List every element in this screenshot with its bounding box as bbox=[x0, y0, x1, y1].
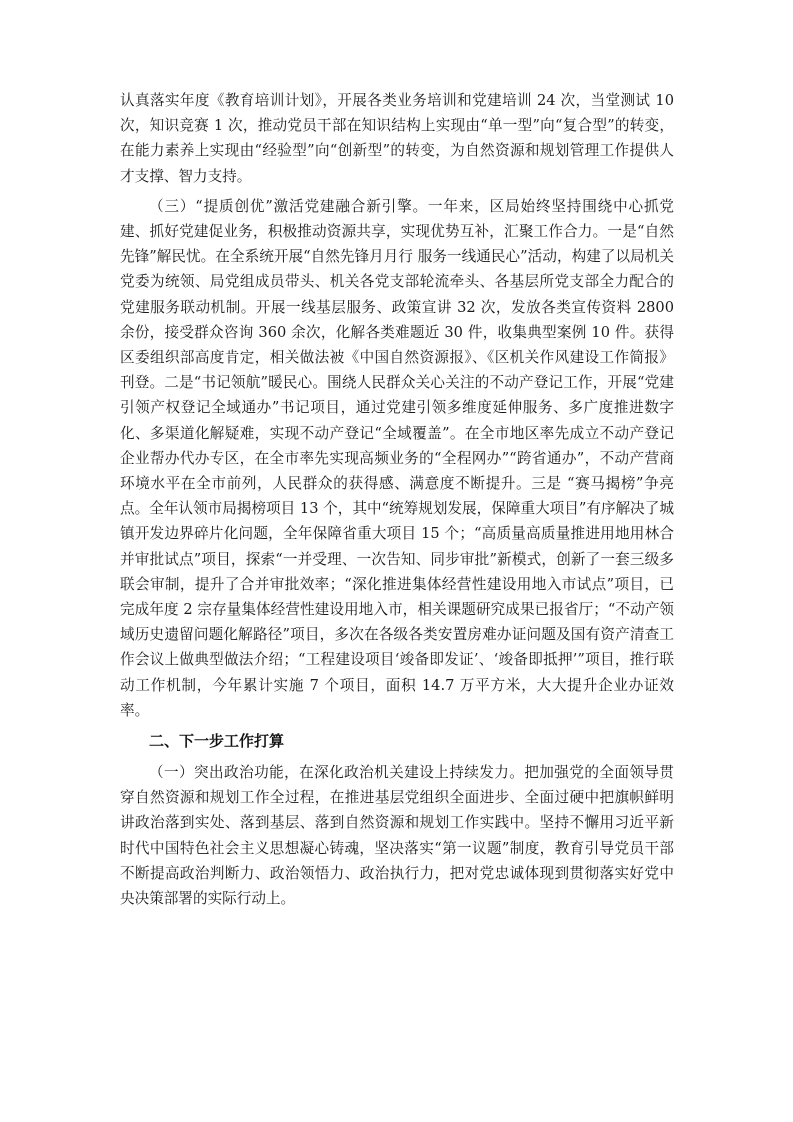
paragraph-political-function: （一）突出政治功能，在深化政治机关建设上持续发力。把加强党的全面领导贯穿自然资源和规划工作全过程，在推进基层党组织全面进步、全面过硬中把旗帜鲜明讲政治落到实处、落到基层、落到自然资源和规划工作实践中。坚持不懈用习近平新时代中国特色社会主义思想凝心铸魂，坚决落实“第一议题”制度，教育引导党员干部不断提高政治判断力、政治领悟力、政治执行力，把对党忠诚体现到贯彻落实好党中央决策部署的实际行动上。 bbox=[120, 764, 674, 908]
document-body bbox=[120, 88, 674, 911]
section-heading-next-steps: 二、下一步工作打算 bbox=[149, 732, 285, 751]
paragraph-party-building-integration: （三）“提质创优”激活党建融合新引擎。一年来，区局始终坚持围绕中心抓党建、抓好党建促业务，积极推动资源共享，实现优势互补，汇聚工作合力。一是“自然先锋”解民忧。在全系统开展“自然先锋月月行 服务一线通民心”活动，构建了以局机关党委为统领、局党组成员带头、机关各党支部轮流牵头、各基层所党支部全力配合的党建服务联动机制。开展一线基层服务、政策宣讲 32 次，发放各类宣传资料 2800 余份，接受群众咨询 360 余次，化解各类难题近 30 件，收集典型案例 10 件。获得区委组织部高度肯定，相关做法被《中国自然资源报》、《区机关作风建设工作简报》刊登。二是“书记领航”暖民心。围绕人民群众关心关注的不动产登记工作，开展“党建引领产权登记全域通办”书记项目，通过党建引领多维度延伸服务、多广度推进数字化、多渠道化解疑难，实现不动产登记“全域覆盖”。在全市地区率先成立不动产登记企业帮办代办专区，在全市率先实现高频业务的“全程网办”“跨省通办”，不动产营商环境水平在全市前列，人民群众的获得感、满意度不断提升。三是 “赛马揭榜”争亮点。全年认领市局揭榜项目 13 个，其中“统筹规划发展，保障重大项目”有序解决了城镇开发边界碎片化问题，全年保障省重大项目 15 个；“高质量高质量推进用地用林合并审批试点”项目，探索“一并受理、一次告知、同步审批”新模式，创新了一套三级多联会审制，提升了合并审批效率；“深化推进集体经营性建设用地入市试点”项目，已完成年度 2 宗存量集体经营性建设用地入市，相关课题研究成果已报省厅；“不动产领域历史遗留问题化解路径”项目，多次在各级各类安置房难办证问题及国有资产清查工作会议上做典型做法介绍；“工程建设项目‘竣备即发证’、‘竣备即抵押’”项目，推行联动工作机制，今年累计实施 7 个项目，面积 14.7 万平方米，大大提升企业办证效率。 bbox=[120, 197, 674, 719]
paragraph-education-training: 认真落实年度《教育培训计划》，开展各类业务培训和党建培训 24 次，当堂测试 10 次，知识竞赛 1 次，推动党员干部在知识结构上实现由“单一型”向“复合型”的转变，在能力素养上实现由“经验型”向“创新型”的转变，为自然资源和规划管理工作提供人才支撑、智力支持。 bbox=[120, 92, 674, 185]
